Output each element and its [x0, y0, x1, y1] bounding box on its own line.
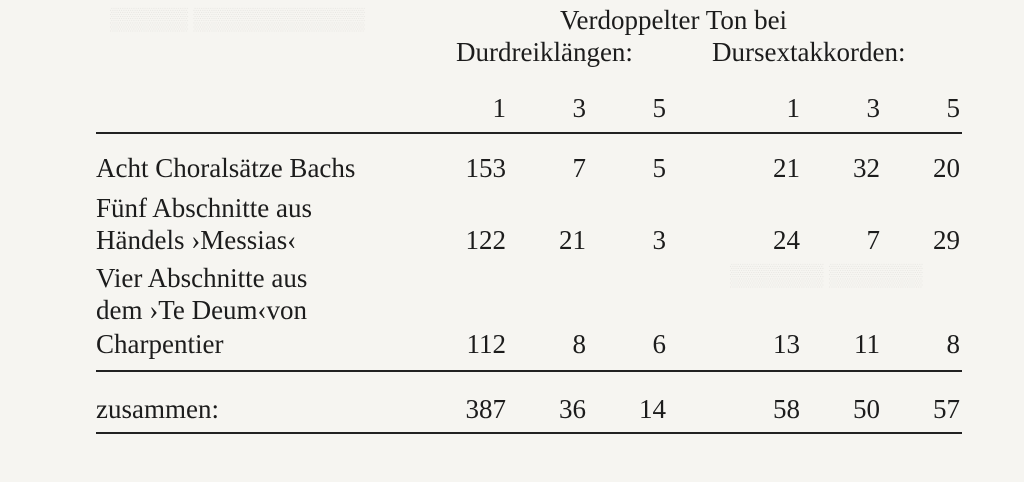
total-cell: 58	[773, 394, 800, 424]
row-label: Händels ›Messias‹	[96, 225, 297, 255]
table-total-rule	[96, 370, 962, 372]
row-label: dem ›Te Deum‹von	[96, 295, 308, 325]
column-header: 1	[492, 93, 506, 123]
column-header: 5	[652, 93, 666, 123]
column-header: 3	[572, 93, 586, 123]
table-cell: 6	[652, 329, 666, 359]
table-cell: 8	[946, 329, 960, 359]
header-group-dursextakkorde: Dursextakkorden:	[712, 37, 906, 67]
table-cell: 5	[652, 153, 666, 183]
header-group-durdreiklaenge: Durdreiklängen:	[456, 37, 633, 67]
table-cell: 3	[652, 225, 666, 255]
total-label: zusammen:	[96, 394, 219, 424]
row-label: Fünf Abschnitte aus	[96, 193, 312, 223]
table-cell: 20	[933, 153, 960, 183]
column-header: 1	[786, 93, 800, 123]
table-cell: 32	[853, 153, 880, 183]
row-label: Acht Choralsätze Bachs	[96, 153, 356, 183]
table-cell: 21	[773, 153, 800, 183]
table-bottom-rule	[96, 432, 962, 434]
total-cell: 36	[559, 394, 586, 424]
table-cell: 21	[559, 225, 586, 255]
table-cell: 7	[572, 153, 586, 183]
row-label: Vier Abschnitte aus	[96, 263, 308, 293]
header-title: Verdoppelter Ton bei	[560, 5, 788, 35]
total-cell: 387	[465, 394, 506, 424]
table-cell: 24	[773, 225, 800, 255]
table-top-rule	[96, 132, 962, 134]
table-cell: 112	[466, 329, 506, 359]
table-cell: 29	[933, 225, 960, 255]
total-cell: 50	[853, 394, 880, 424]
table-cell: 7	[866, 225, 880, 255]
total-cell: 57	[933, 394, 960, 424]
bleed-through-text: ▒▒▒▒▒ ▒▒▒▒▒▒▒▒▒▒▒	[110, 6, 365, 31]
table-cell: 153	[465, 153, 506, 183]
row-label: Charpentier	[96, 329, 224, 359]
total-cell: 14	[639, 394, 666, 424]
bleed-through-text: ▒▒▒▒▒▒ ▒▒▒▒▒▒	[730, 262, 923, 287]
table-cell: 11	[854, 329, 880, 359]
table-cell: 13	[773, 329, 800, 359]
column-header: 5	[946, 93, 960, 123]
table-cell: 8	[572, 329, 586, 359]
column-header: 3	[866, 93, 880, 123]
table-cell: 122	[465, 225, 506, 255]
